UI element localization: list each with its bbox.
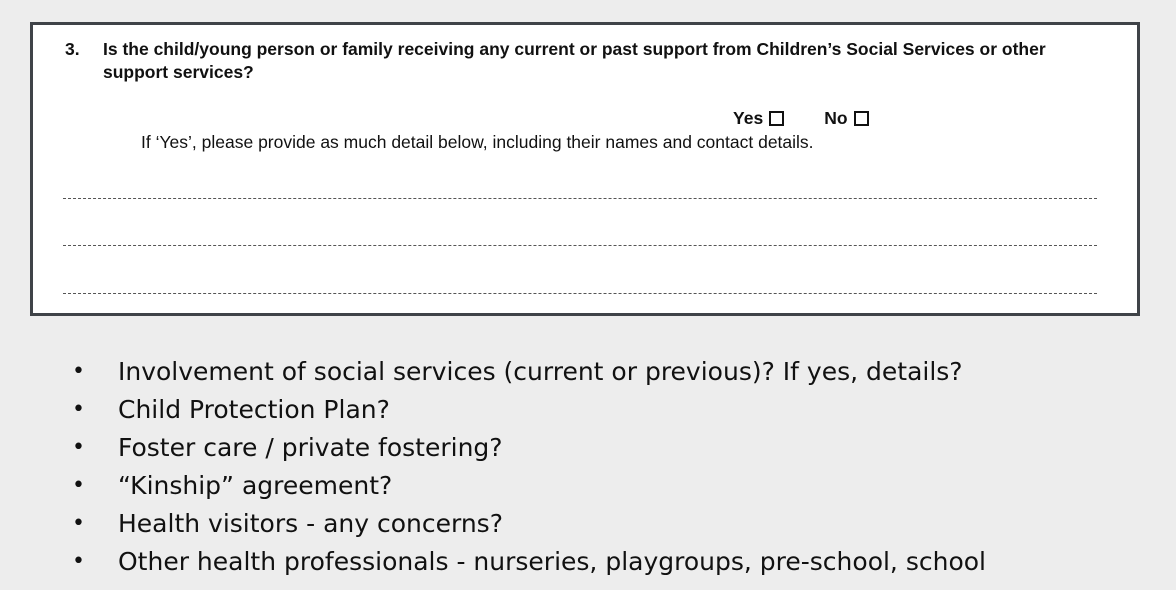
bullet-icon: • bbox=[72, 548, 85, 574]
list-item bbox=[70, 352, 986, 390]
list-item-text: Involvement of social services (current or previous)? If yes, details? bbox=[118, 356, 963, 386]
answer-line-1[interactable] bbox=[63, 198, 1097, 199]
question-row bbox=[65, 38, 1105, 84]
question-number: 3. bbox=[65, 39, 80, 59]
list-item bbox=[70, 466, 986, 504]
list-item-text: Child Protection Plan? bbox=[118, 394, 390, 424]
yes-option bbox=[733, 108, 784, 129]
bullet-icon: • bbox=[72, 358, 85, 384]
question-text: Is the child/young person or family receiving any current or past support from Children’s Social Services or other support services? bbox=[103, 39, 1046, 82]
yes-checkbox[interactable] bbox=[769, 111, 784, 126]
list-item-text: Foster care / private fostering? bbox=[118, 432, 503, 462]
notes-bullet-list bbox=[70, 352, 986, 580]
list-item-text: “Kinship” agreement? bbox=[118, 470, 393, 500]
list-item bbox=[70, 390, 986, 428]
yes-label: Yes bbox=[733, 108, 764, 128]
bullet-icon: • bbox=[72, 434, 85, 460]
answer-line-3[interactable] bbox=[63, 293, 1097, 294]
list-item bbox=[70, 504, 986, 542]
instruction-text: If ‘Yes’, please provide as much detail below, including their names and contact details. bbox=[141, 132, 814, 152]
no-label: No bbox=[824, 108, 848, 128]
list-item-text: Other health professionals - nurseries, playgroups, pre-school, school bbox=[118, 546, 986, 576]
yes-no-options bbox=[733, 108, 869, 129]
form-question-box bbox=[30, 22, 1140, 316]
bullet-icon: • bbox=[72, 472, 85, 498]
no-option bbox=[824, 108, 868, 129]
bullet-icon: • bbox=[72, 510, 85, 536]
bullet-icon: • bbox=[72, 396, 85, 422]
list-item bbox=[70, 428, 986, 466]
answer-line-2[interactable] bbox=[63, 245, 1097, 246]
list-item-text: Health visitors - any concerns? bbox=[118, 508, 503, 538]
list-item bbox=[70, 542, 986, 580]
no-checkbox[interactable] bbox=[854, 111, 869, 126]
